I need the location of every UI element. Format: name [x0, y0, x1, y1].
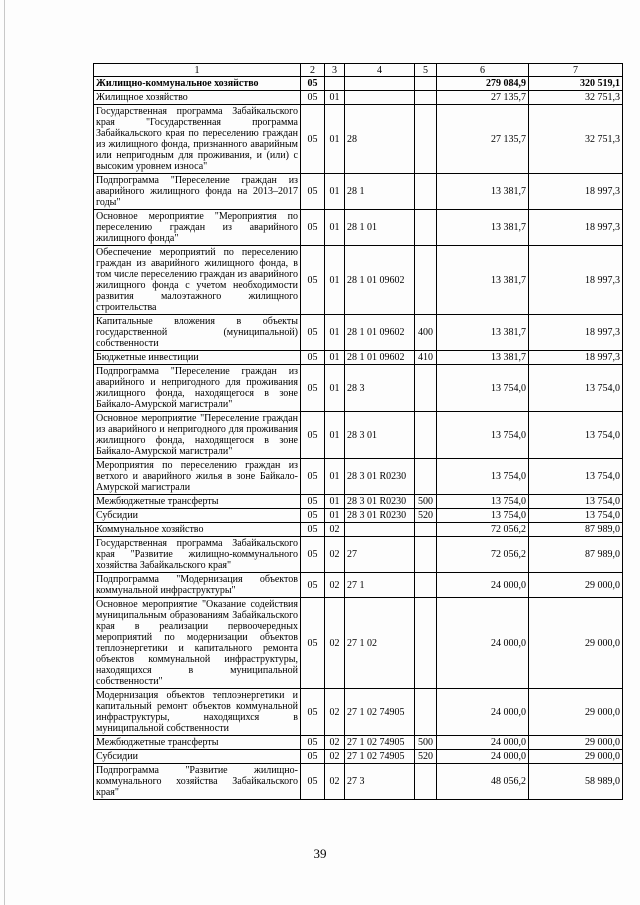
row-expense-type: 500	[415, 736, 437, 750]
row-section-code: 05	[301, 509, 325, 523]
header-col-2: 2	[301, 64, 325, 77]
row-expense-type	[415, 523, 437, 537]
header-col-3: 3	[325, 64, 345, 77]
row-section-code: 05	[301, 210, 325, 246]
row-amount-col7: 13 754,0	[529, 365, 623, 412]
row-amount-col6: 13 381,7	[437, 210, 529, 246]
row-section-code: 05	[301, 459, 325, 495]
table-row	[94, 509, 623, 523]
row-name: Обеспечение мероприятий по переселению граждан из аварийного жилищного фонда, в том числе переселению граждан из аварийного жилищного фонда с учетом необходимости развития малоэтажного жилищного строительства	[94, 246, 301, 315]
table-row	[94, 210, 623, 246]
row-expense-type	[415, 105, 437, 174]
table-row	[94, 365, 623, 412]
row-target-article: 27 1 02 74905	[345, 689, 415, 736]
row-amount-col6: 13 754,0	[437, 365, 529, 412]
row-target-article: 27 1	[345, 573, 415, 598]
row-name: Основное мероприятие "Переселение граждан из аварийного и непригодного для проживания жилищного фонда, находящегося в зоне Байкало-Амурской магистрали"	[94, 412, 301, 459]
table-row	[94, 174, 623, 210]
row-amount-col7: 18 997,3	[529, 246, 623, 315]
row-amount-col6: 72 056,2	[437, 537, 529, 573]
row-subsection-code: 01	[325, 174, 345, 210]
page-number: 39	[313, 846, 327, 861]
row-target-article: 27 1 02 74905	[345, 750, 415, 764]
row-subsection-code: 02	[325, 573, 345, 598]
row-amount-col6: 13 381,7	[437, 174, 529, 210]
row-name: Жилищное хозяйство	[94, 91, 301, 105]
row-amount-col6: 27 135,7	[437, 91, 529, 105]
row-target-article: 27 1 02	[345, 598, 415, 689]
row-section-code: 05	[301, 77, 325, 91]
row-section-code: 05	[301, 523, 325, 537]
row-subsection-code: 01	[325, 365, 345, 412]
row-section-code: 05	[301, 689, 325, 736]
row-expense-type	[415, 365, 437, 412]
row-section-code: 05	[301, 365, 325, 412]
row-target-article: 27	[345, 537, 415, 573]
table-row	[94, 523, 623, 537]
row-name: Подпрограмма "Развитие жилищно-коммунального хозяйства Забайкальского края"	[94, 764, 301, 800]
header-col-4: 4	[345, 64, 415, 77]
row-subsection-code: 02	[325, 598, 345, 689]
row-amount-col7: 32 751,3	[529, 105, 623, 174]
row-name: Государственная программа Забайкальского края "Развитие жилищно-коммунального хозяйства Забайкальского края"	[94, 537, 301, 573]
row-amount-col6: 13 754,0	[437, 509, 529, 523]
row-amount-col6: 72 056,2	[437, 523, 529, 537]
row-target-article: 28 1 01 09602	[345, 351, 415, 365]
row-amount-col6: 24 000,0	[437, 750, 529, 764]
row-amount-col6: 13 381,7	[437, 246, 529, 315]
row-amount-col7: 13 754,0	[529, 412, 623, 459]
row-subsection-code	[325, 77, 345, 91]
row-expense-type	[415, 459, 437, 495]
row-amount-col7: 32 751,3	[529, 91, 623, 105]
row-target-article: 28 1 01 09602	[345, 315, 415, 351]
row-expense-type	[415, 91, 437, 105]
row-subsection-code: 01	[325, 315, 345, 351]
row-subsection-code: 02	[325, 736, 345, 750]
row-target-article	[345, 523, 415, 537]
row-name: Коммунальное хозяйство	[94, 523, 301, 537]
row-amount-col6: 27 135,7	[437, 105, 529, 174]
row-name: Межбюджетные трансферты	[94, 736, 301, 750]
table-row	[94, 77, 623, 91]
row-target-article: 27 1 02 74905	[345, 736, 415, 750]
row-target-article: 28	[345, 105, 415, 174]
table-row	[94, 459, 623, 495]
row-amount-col7: 18 997,3	[529, 315, 623, 351]
row-target-article: 28 3 01 R0230	[345, 459, 415, 495]
row-name: Жилищно-коммунальное хозяйство	[94, 77, 301, 91]
table-row	[94, 537, 623, 573]
row-amount-col6: 24 000,0	[437, 573, 529, 598]
scan-edge	[4, 0, 5, 905]
row-amount-col7: 29 000,0	[529, 573, 623, 598]
row-expense-type	[415, 689, 437, 736]
row-amount-col7: 29 000,0	[529, 750, 623, 764]
row-name: Государственная программа Забайкальского края "Государственная программа Забайкальского края по переселению граждан из жилищного фонда, признанного аварийным или непригодным для проживания, и (или) с высоким уровнем износа"	[94, 105, 301, 174]
row-amount-col7: 18 997,3	[529, 351, 623, 365]
row-amount-col7: 87 989,0	[529, 537, 623, 573]
row-expense-type: 400	[415, 315, 437, 351]
row-target-article: 28 3 01 R0230	[345, 509, 415, 523]
header-col-1: 1	[94, 64, 301, 77]
row-subsection-code: 01	[325, 495, 345, 509]
row-amount-col6: 13 754,0	[437, 459, 529, 495]
header-col-6: 6	[437, 64, 529, 77]
row-expense-type	[415, 412, 437, 459]
row-expense-type	[415, 77, 437, 91]
table-row	[94, 412, 623, 459]
row-subsection-code: 01	[325, 105, 345, 174]
row-expense-type	[415, 210, 437, 246]
row-subsection-code: 01	[325, 351, 345, 365]
row-amount-col7: 13 754,0	[529, 495, 623, 509]
row-amount-col6: 13 754,0	[437, 412, 529, 459]
table-header-row	[94, 64, 623, 77]
row-subsection-code: 01	[325, 509, 345, 523]
row-section-code: 05	[301, 598, 325, 689]
row-section-code: 05	[301, 736, 325, 750]
row-target-article: 28 1 01	[345, 210, 415, 246]
row-amount-col6: 48 056,2	[437, 764, 529, 800]
row-name: Субсидии	[94, 509, 301, 523]
table-row	[94, 315, 623, 351]
row-name: Основное мероприятие "Оказание содействия муниципальным образованиям Забайкальского края в реализации первоочередных мероприятий по модернизации объектов теплоэнергетики и капитального ремонта объектов коммунальной инфраструктуры, находящихся в муниципальной собственности"	[94, 598, 301, 689]
row-amount-col6: 279 084,9	[437, 77, 529, 91]
row-section-code: 05	[301, 750, 325, 764]
row-section-code: 05	[301, 764, 325, 800]
row-name: Бюджетные инвестиции	[94, 351, 301, 365]
row-subsection-code: 02	[325, 689, 345, 736]
row-amount-col7: 18 997,3	[529, 174, 623, 210]
row-section-code: 05	[301, 573, 325, 598]
table-row	[94, 91, 623, 105]
table-row	[94, 764, 623, 800]
row-section-code: 05	[301, 495, 325, 509]
row-amount-col7: 29 000,0	[529, 598, 623, 689]
table-row	[94, 573, 623, 598]
row-amount-col7: 320 519,1	[529, 77, 623, 91]
row-expense-type	[415, 573, 437, 598]
row-subsection-code: 01	[325, 210, 345, 246]
row-expense-type: 410	[415, 351, 437, 365]
row-subsection-code: 02	[325, 750, 345, 764]
table-row	[94, 105, 623, 174]
row-name: Субсидии	[94, 750, 301, 764]
row-amount-col7: 87 989,0	[529, 523, 623, 537]
row-amount-col7: 13 754,0	[529, 509, 623, 523]
row-expense-type	[415, 764, 437, 800]
row-target-article: 28 3 01	[345, 412, 415, 459]
row-target-article: 28 1 01 09602	[345, 246, 415, 315]
row-expense-type	[415, 246, 437, 315]
table-row	[94, 736, 623, 750]
row-section-code: 05	[301, 351, 325, 365]
row-amount-col7: 29 000,0	[529, 689, 623, 736]
row-target-article: 28 3 01 R0230	[345, 495, 415, 509]
table-row	[94, 598, 623, 689]
row-section-code: 05	[301, 537, 325, 573]
table-row	[94, 495, 623, 509]
row-target-article: 27 3	[345, 764, 415, 800]
header-col-7: 7	[529, 64, 623, 77]
row-expense-type: 520	[415, 750, 437, 764]
row-amount-col6: 13 754,0	[437, 495, 529, 509]
row-subsection-code: 01	[325, 459, 345, 495]
row-name: Межбюджетные трансферты	[94, 495, 301, 509]
table-body	[94, 77, 623, 800]
row-amount-col7: 29 000,0	[529, 736, 623, 750]
row-amount-col6: 24 000,0	[437, 736, 529, 750]
row-name: Подпрограмма "Переселение граждан из аварийного жилищного фонда на 2013–2017 годы"	[94, 174, 301, 210]
row-section-code: 05	[301, 412, 325, 459]
row-expense-type: 520	[415, 509, 437, 523]
row-amount-col6: 13 381,7	[437, 351, 529, 365]
row-name: Подпрограмма "Модернизация объектов коммунальной инфраструктуры"	[94, 573, 301, 598]
header-col-5: 5	[415, 64, 437, 77]
row-expense-type: 500	[415, 495, 437, 509]
row-name: Капитальные вложения в объекты государственной (муниципальной) собственности	[94, 315, 301, 351]
budget-table	[93, 63, 623, 800]
row-section-code: 05	[301, 105, 325, 174]
row-expense-type	[415, 174, 437, 210]
row-subsection-code: 02	[325, 523, 345, 537]
row-target-article: 28 1	[345, 174, 415, 210]
row-expense-type	[415, 537, 437, 573]
row-target-article	[345, 77, 415, 91]
row-subsection-code: 01	[325, 412, 345, 459]
row-amount-col6: 13 381,7	[437, 315, 529, 351]
row-subsection-code: 02	[325, 764, 345, 800]
row-section-code: 05	[301, 246, 325, 315]
row-expense-type	[415, 598, 437, 689]
row-section-code: 05	[301, 91, 325, 105]
row-subsection-code: 01	[325, 91, 345, 105]
row-name: Мероприятия по переселению граждан из ветхого и аварийного жилья в зоне Байкало-Амурской магистрали	[94, 459, 301, 495]
row-amount-col7: 58 989,0	[529, 764, 623, 800]
row-name: Подпрограмма "Переселение граждан из аварийного и непригодного для проживания жилищного фонда, находящегося в зоне Байкало-Амурской магистрали"	[94, 365, 301, 412]
row-amount-col6: 24 000,0	[437, 689, 529, 736]
row-subsection-code: 02	[325, 537, 345, 573]
row-name: Модернизация объектов теплоэнергетики и капитальный ремонт объектов коммунальной инфраструктуры, находящихся в муниципальной собственности	[94, 689, 301, 736]
row-name: Основное мероприятие "Мероприятия по переселению граждан из аварийного жилищного фонда"	[94, 210, 301, 246]
table-row	[94, 246, 623, 315]
table-row	[94, 351, 623, 365]
row-subsection-code: 01	[325, 246, 345, 315]
row-target-article: 28 3	[345, 365, 415, 412]
row-target-article	[345, 91, 415, 105]
row-section-code: 05	[301, 315, 325, 351]
row-section-code: 05	[301, 174, 325, 210]
row-amount-col6: 24 000,0	[437, 598, 529, 689]
row-amount-col7: 13 754,0	[529, 459, 623, 495]
table-row	[94, 750, 623, 764]
row-amount-col7: 18 997,3	[529, 210, 623, 246]
table-row	[94, 689, 623, 736]
